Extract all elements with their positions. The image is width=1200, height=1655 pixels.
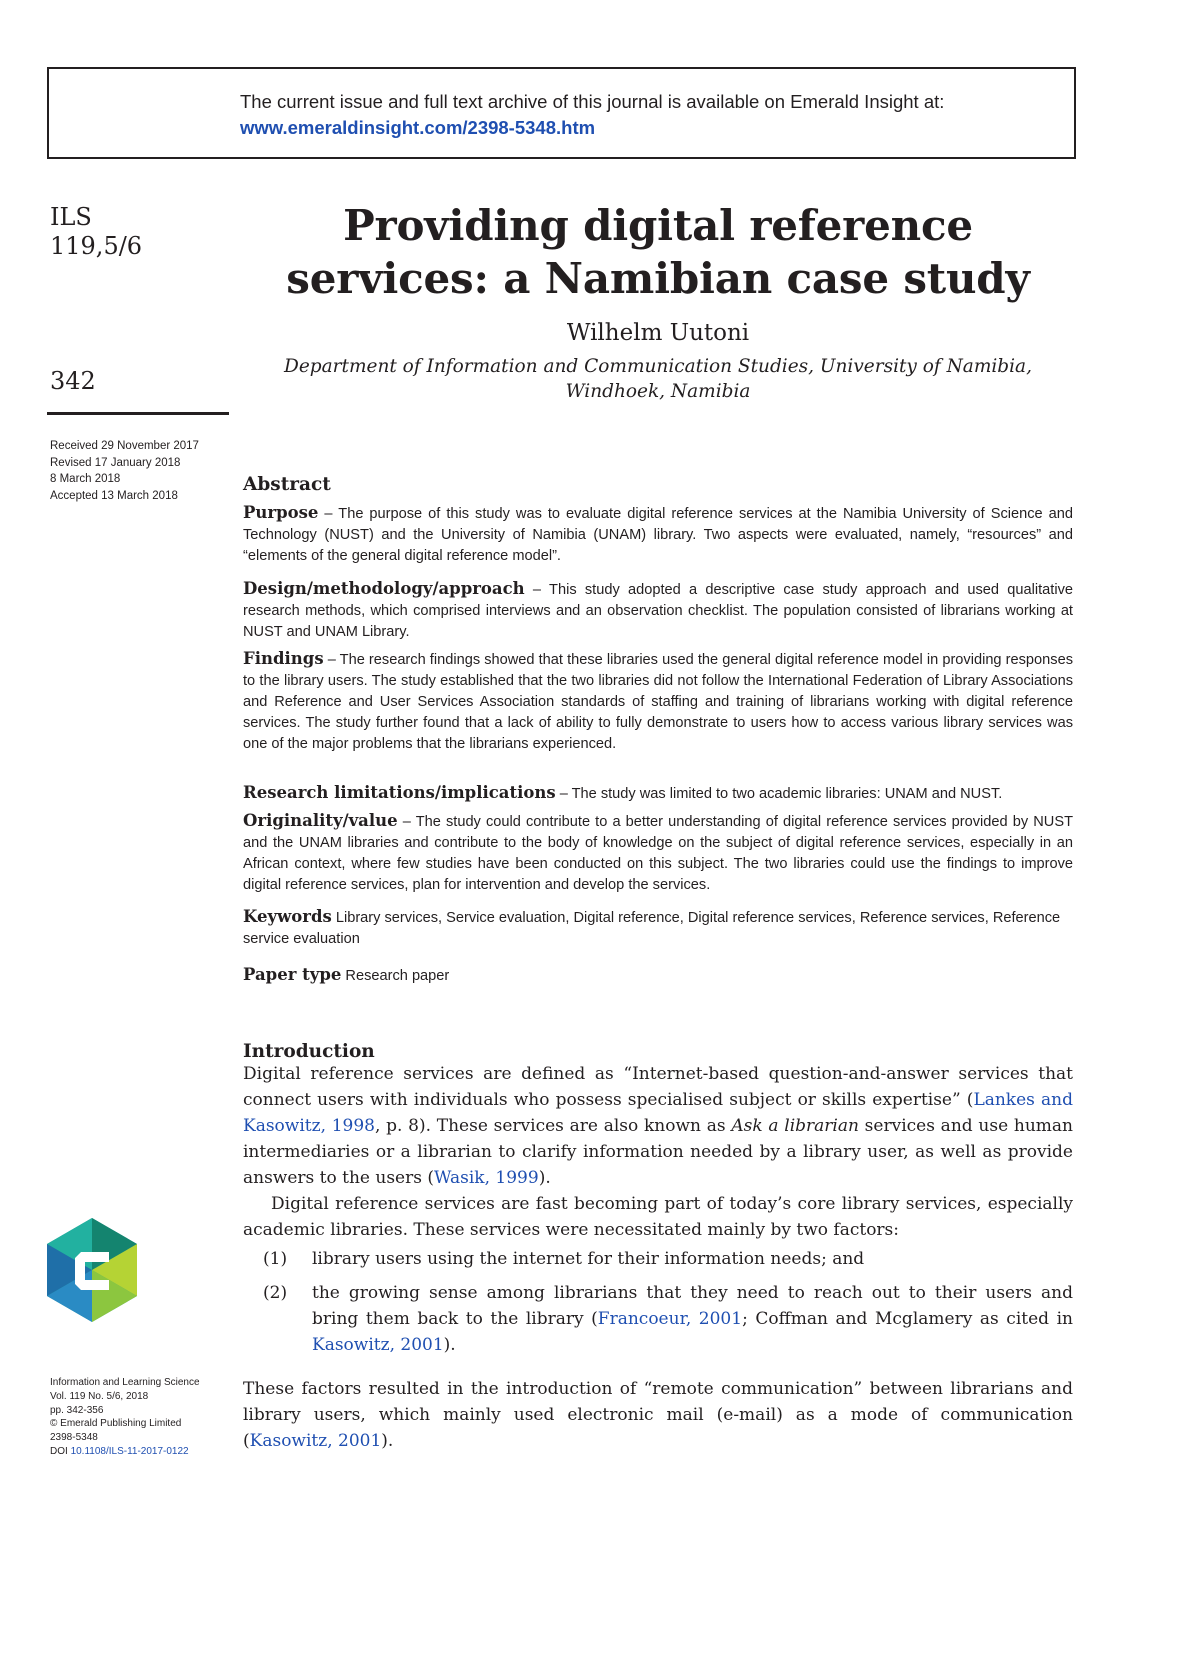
affiliation-line-2: Windhoek, Namibia xyxy=(565,381,751,402)
item2-text-c: ). xyxy=(443,1335,456,1355)
design-text: – This study adopted a descriptive case study approach and used qualitative research methods, which comprised interviews and an observation checklist. The population consisted of librarians working at NUST and UNAM Library. xyxy=(243,582,1073,640)
p1-italic: Ask a librarian xyxy=(731,1116,859,1136)
sidebar-divider xyxy=(47,412,229,415)
footer-doi xyxy=(50,1445,200,1459)
list-number-1: (1) xyxy=(263,1249,288,1269)
abstract-findings xyxy=(243,648,1073,755)
citation-footer xyxy=(50,1376,200,1459)
paper-type-label: Paper type xyxy=(243,965,342,984)
intro-paragraph-2: Digital reference services are fast becoming part of today’s core library services, especially academic libraries. These services were necessitated mainly by two factors: xyxy=(243,1194,1073,1240)
list-item-1 xyxy=(243,1246,1073,1272)
footer-volume: Vol. 119 No. 5/6, 2018 xyxy=(50,1390,149,1402)
revised-date: Revised 17 January 2018 xyxy=(50,456,181,469)
received-date: Received 29 November 2017 xyxy=(50,440,199,452)
originality-text: – The study could contribute to a better understanding of digital reference services provided by NUST and the UNAM libraries and contribute to the body of knowledge on the subject of digital reference services, especially in an African context, where few studies have been conducted on this subject. The two libraries could use the findings to improve digital reference services, plan for intervention and develop the services. xyxy=(243,814,1073,893)
p3-text-b: ). xyxy=(381,1431,394,1451)
paper-type xyxy=(243,964,1073,987)
list-text-2 xyxy=(312,1280,1073,1358)
footer-journal: Information and Learning Science xyxy=(50,1377,200,1388)
list-text-1: library users using the internet for their information needs; and xyxy=(312,1249,865,1269)
page-number: 342 xyxy=(50,367,96,395)
keywords-text: Library services, Service evaluation, Digital reference, Digital reference services, Reference services, Reference service evaluation xyxy=(243,910,1061,947)
keywords-label: Keywords xyxy=(243,907,332,926)
findings-text: – The research findings showed that these libraries used the general digital reference model in providing responses to the library users. The study established that the two libraries did not follow the International Federation of Library Associations and Reference and User Services Association standards of staffing and training of librarians working with digital reference services. The study further found that a lack of ability to fully demonstrate to users how to access various library services was one of the major problems that the librarians experienced. xyxy=(243,652,1073,752)
emerald-logo-icon xyxy=(47,1218,137,1322)
abstract-design xyxy=(243,578,1073,643)
citation-kasowitz-2[interactable]: Kasowitz, 2001 xyxy=(249,1431,382,1451)
revised-date-2: 8 March 2018 xyxy=(50,473,121,485)
intro-paragraph-3 xyxy=(243,1376,1073,1454)
access-banner xyxy=(47,67,1076,159)
design-label: Design/methodology/approach xyxy=(243,579,525,598)
intro-paragraph-1 xyxy=(243,1061,1073,1191)
paper-type-text: Research paper xyxy=(341,968,450,984)
abstract-originality xyxy=(243,810,1073,896)
article-title xyxy=(243,199,1073,305)
limitations-label: Research limitations/implications xyxy=(243,783,556,802)
citation-lankes-kasowitz[interactable]: Lankes and Kasowitz, 1998 xyxy=(243,1090,1073,1136)
citation-kasowitz-1[interactable]: Kasowitz, 2001 xyxy=(312,1335,444,1355)
title-line-2: services: a Namibian case study xyxy=(286,254,1030,303)
item2-text-a: the growing sense among librarians that they need to reach out to their users and bring them back to the library ( xyxy=(312,1283,1073,1329)
journal-url-link[interactable]: www.emeraldinsight.com/2398-5348.htm xyxy=(240,117,596,138)
author-affiliation xyxy=(243,354,1073,404)
p1-text-d: ). xyxy=(538,1168,551,1188)
footer-pages: pp. 342-356 xyxy=(50,1404,104,1416)
title-line-1: Providing digital reference xyxy=(343,201,973,250)
p3-text-a: These factors resulted in the introduction of “remote communication” between librarians and library users, which mainly used electronic mail (e-mail) as a mode of communication ( xyxy=(243,1379,1073,1451)
history-dates xyxy=(50,438,199,504)
affiliation-line-1: Department of Information and Communication Studies, University of Namibia, xyxy=(284,356,1032,377)
journal-abbrev: ILS xyxy=(50,203,92,231)
limitations-text: – The study was limited to two academic libraries: UNAM and NUST. xyxy=(555,786,1003,802)
introduction-heading: Introduction xyxy=(243,1041,375,1062)
abstract-purpose xyxy=(243,502,1073,567)
citation-francoeur[interactable]: Francoeur, 2001 xyxy=(597,1309,743,1329)
footer-publisher: © Emerald Publishing Limited xyxy=(50,1418,182,1430)
accepted-date: Accepted 13 March 2018 xyxy=(50,489,178,502)
footer-issn: 2398-5348 xyxy=(50,1432,98,1444)
keywords xyxy=(243,906,1073,950)
p1-text-c: services and use human intermediaries or a librarian to clarify information needed by a library user, as well as provide answers to the users ( xyxy=(243,1116,1073,1188)
list-item-2 xyxy=(243,1280,1073,1358)
doi-label: DOI xyxy=(50,1445,68,1457)
p1-text-b: , p. 8). These services are also known as xyxy=(374,1116,732,1136)
abstract-limitations xyxy=(243,782,1073,805)
findings-label: Findings xyxy=(243,649,324,668)
citation-wasik[interactable]: Wasik, 1999 xyxy=(434,1168,539,1188)
p1-text-a: Digital reference services are defined as “Internet-based question-and-answer services that connect users with individuals who possess specialised subject or skills expertise” ( xyxy=(243,1064,1073,1110)
author-name: Wilhelm Uutoni xyxy=(566,320,750,346)
item2-text-b: ; Coffman and Mcglamery as cited in xyxy=(742,1309,1073,1329)
list-number-2: (2) xyxy=(263,1283,288,1303)
journal-code xyxy=(50,203,142,261)
banner-text: The current issue and full text archive of this journal is available on Emerald Insight at: xyxy=(240,91,945,112)
purpose-text: – The purpose of this study was to evaluate digital reference services at the Namibia University of Science and Technology (NUST) and the University of Namibia (UNAM) library. Two aspects were evaluated, namely, “resources” and “elements of the general digital reference model”. xyxy=(243,506,1073,564)
journal-volume: 119,5/6 xyxy=(50,232,143,260)
abstract-heading: Abstract xyxy=(243,474,331,495)
originality-label: Originality/value xyxy=(243,811,398,830)
doi-link[interactable]: 10.1108/ILS-11-2017-0122 xyxy=(70,1445,189,1457)
purpose-label: Purpose xyxy=(243,503,319,522)
